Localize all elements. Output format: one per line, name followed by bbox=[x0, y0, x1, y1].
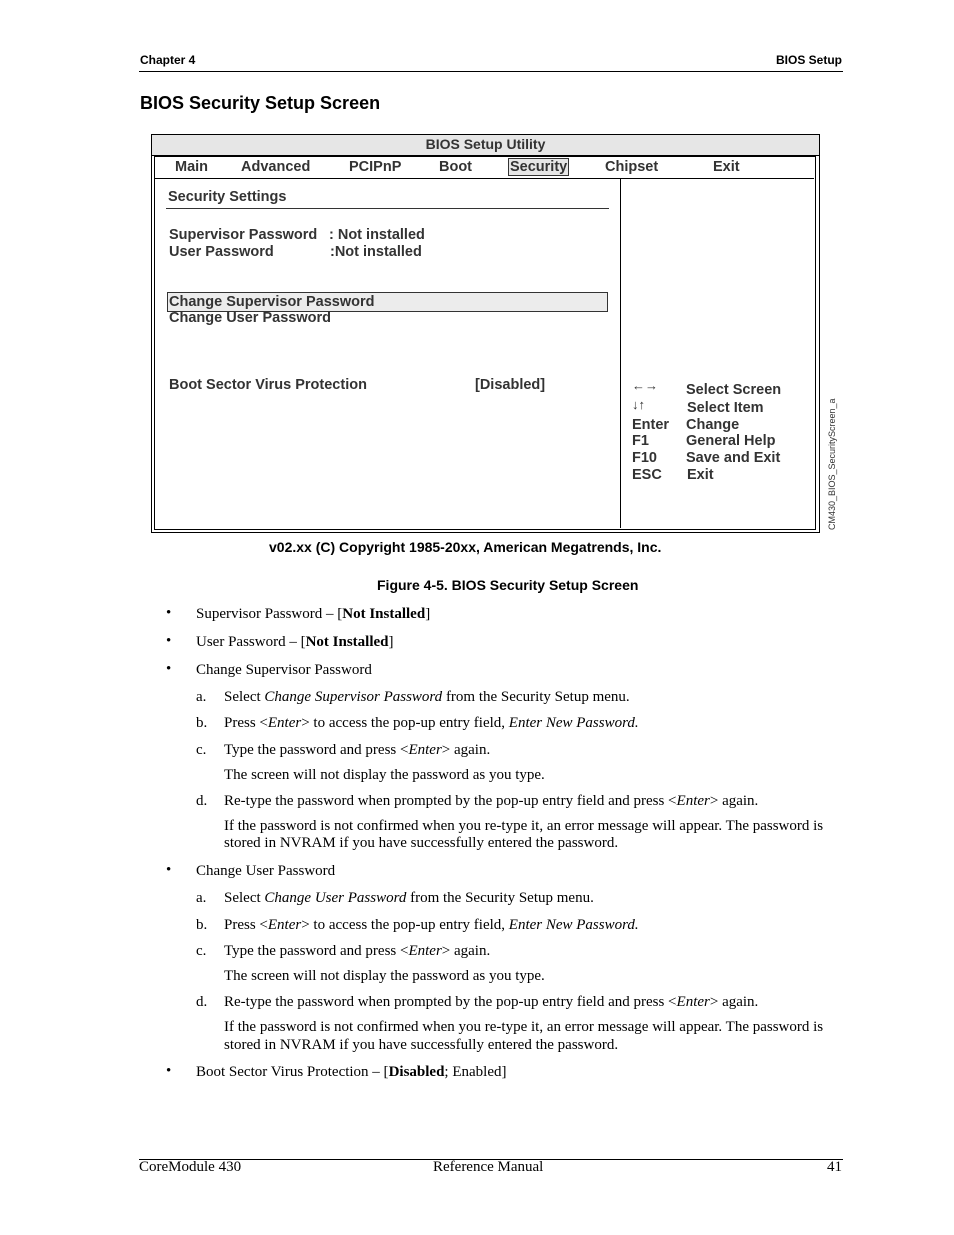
step-letter: c. bbox=[196, 742, 207, 758]
help-change: Change bbox=[686, 417, 740, 433]
header-rule bbox=[139, 71, 843, 72]
user-password-value: :Not installed bbox=[330, 244, 422, 260]
bios-panel bbox=[154, 156, 816, 530]
tab-chipset[interactable]: Chipset bbox=[605, 159, 659, 175]
bullet: • bbox=[166, 661, 172, 677]
supervisor-password-value: : Not installed bbox=[329, 227, 425, 243]
boot-sector-virus-protection-label[interactable]: Boot Sector Virus Protection bbox=[169, 377, 367, 393]
help-select-item: Select Item bbox=[687, 400, 764, 416]
tab-exit[interactable]: Exit bbox=[713, 159, 740, 175]
supervisor-password-label: Supervisor Password bbox=[169, 227, 318, 243]
bios-titlebar bbox=[152, 135, 819, 156]
bullet: • bbox=[166, 605, 172, 621]
step-note: If the password is not confirmed when you re-type it, an error message will appear. The password is bbox=[224, 818, 824, 834]
help-key-f1: F1 bbox=[632, 433, 649, 449]
bullet: • bbox=[166, 862, 172, 878]
footer-product: CoreModule 430 bbox=[139, 1159, 242, 1175]
step-text: Re-type the password when prompted by the pop-up entry field and press <Enter> again. bbox=[224, 994, 759, 1010]
help-exit: Exit bbox=[687, 467, 714, 483]
step-note: The screen will not display the password as you type. bbox=[224, 968, 545, 984]
list-item: User Password – [Not Installed] bbox=[196, 634, 394, 650]
figure-caption: Figure 4-5. BIOS Security Setup Screen bbox=[377, 577, 639, 593]
list-item: Boot Sector Virus Protection – [Disabled; Enabled] bbox=[196, 1064, 507, 1080]
step-note: If the password is not confirmed when you re-type it, an error message will appear. The password is bbox=[224, 1019, 824, 1035]
step-note: The screen will not display the password as you type. bbox=[224, 767, 545, 783]
step-text: Type the password and press <Enter> again. bbox=[224, 742, 491, 758]
change-supervisor-password-item[interactable]: Change Supervisor Password bbox=[169, 294, 375, 310]
tab-advanced[interactable]: Advanced bbox=[241, 159, 311, 175]
help-save-and-exit: Save and Exit bbox=[686, 450, 781, 466]
step-text: Select Change User Password from the Security Setup menu. bbox=[224, 890, 594, 906]
step-text: Press <Enter> to access the pop-up entry field, Enter New Password. bbox=[224, 917, 639, 933]
arrows-left-right-icon: ←→ bbox=[632, 378, 658, 393]
help-key-enter: Enter bbox=[632, 417, 670, 433]
step-note: stored in NVRAM if you have successfully entered the password. bbox=[224, 835, 619, 851]
step-letter: b. bbox=[196, 715, 208, 731]
step-text: Re-type the password when prompted by the pop-up entry field and press <Enter> again. bbox=[224, 793, 759, 809]
step-letter: d. bbox=[196, 793, 208, 809]
section-label: BIOS Setup bbox=[775, 53, 842, 67]
bullet: • bbox=[166, 1063, 172, 1079]
change-user-password-item[interactable]: Change User Password bbox=[169, 310, 331, 326]
security-settings-heading: Security Settings bbox=[168, 189, 287, 205]
page-number: 41 bbox=[827, 1159, 842, 1175]
boot-sector-virus-protection-value[interactable]: [Disabled] bbox=[475, 377, 546, 393]
user-password-label: User Password bbox=[169, 244, 274, 260]
help-select-screen: Select Screen bbox=[686, 382, 782, 398]
help-divider bbox=[620, 179, 621, 528]
bios-title: BIOS Setup Utility bbox=[425, 136, 546, 152]
list-item: Change Supervisor Password bbox=[196, 662, 372, 678]
tab-security[interactable]: Security bbox=[510, 159, 568, 175]
list-item: Supervisor Password – [Not Installed] bbox=[196, 606, 431, 622]
step-letter: d. bbox=[196, 994, 208, 1010]
settings-heading-rule bbox=[166, 208, 609, 209]
step-text: Select Change Supervisor Password from the Security Setup menu. bbox=[224, 689, 630, 705]
step-letter: a. bbox=[196, 689, 207, 705]
help-key-f10: F10 bbox=[632, 450, 657, 466]
step-letter: b. bbox=[196, 917, 208, 933]
figure-id-label: CM430_BIOS_SecurityScreen_a bbox=[827, 398, 837, 530]
tab-pcipnp[interactable]: PCIPnP bbox=[349, 159, 402, 175]
step-letter: c. bbox=[196, 943, 207, 959]
bullet: • bbox=[166, 633, 172, 649]
help-key-esc: ESC bbox=[632, 467, 662, 483]
help-general-help: General Help bbox=[686, 433, 776, 449]
step-text: Press <Enter> to access the pop-up entry field, Enter New Password. bbox=[224, 715, 639, 731]
copyright-line: v02.xx (C) Copyright 1985-20xx, American Megatrends, Inc. bbox=[269, 539, 662, 555]
tab-main[interactable]: Main bbox=[175, 159, 209, 175]
step-letter: a. bbox=[196, 890, 207, 906]
step-note: stored in NVRAM if you have successfully entered the password. bbox=[224, 1037, 619, 1053]
page-title: BIOS Security Setup Screen bbox=[140, 93, 381, 113]
chapter-label: Chapter 4 bbox=[140, 53, 196, 67]
step-text: Type the password and press <Enter> again. bbox=[224, 943, 491, 959]
tab-boot[interactable]: Boot bbox=[439, 159, 473, 175]
list-item: Change User Password bbox=[196, 863, 336, 879]
menu-divider bbox=[155, 178, 814, 179]
arrows-down-up-icon: ↓↑ bbox=[632, 397, 645, 412]
footer-manual: Reference Manual bbox=[433, 1159, 544, 1175]
